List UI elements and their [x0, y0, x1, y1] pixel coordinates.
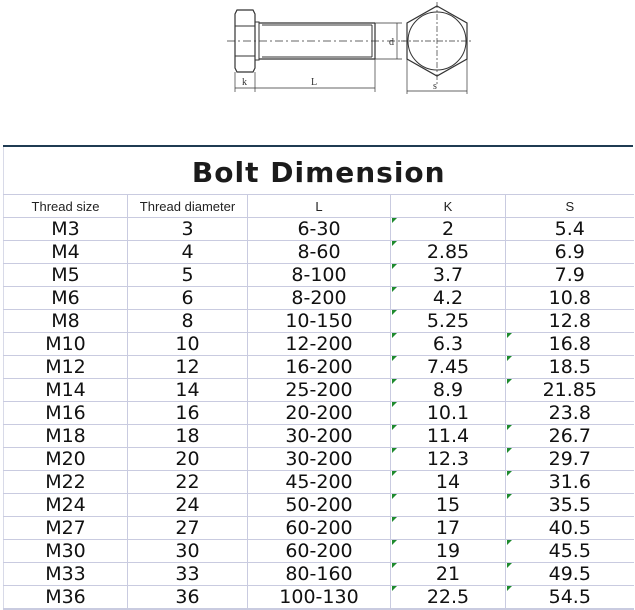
- cell-thread-size[interactable]: M36: [4, 586, 128, 610]
- label-k: k: [242, 77, 247, 88]
- cell-thread-diameter[interactable]: 14: [128, 379, 248, 402]
- cell-K[interactable]: 7.45: [391, 356, 506, 379]
- cell-L[interactable]: 30-200: [248, 425, 391, 448]
- cell-S[interactable]: 26.7: [506, 425, 634, 448]
- cell-K[interactable]: 6.3: [391, 333, 506, 356]
- cell-thread-size[interactable]: M22: [4, 471, 128, 494]
- cell-L[interactable]: 6-30: [248, 218, 391, 241]
- table-row: [4, 264, 634, 287]
- cell-K[interactable]: 10.1: [391, 402, 506, 425]
- cell-K[interactable]: 2.85: [391, 241, 506, 264]
- cell-thread-diameter[interactable]: 5: [128, 264, 248, 287]
- cell-thread-size[interactable]: M10: [4, 333, 128, 356]
- header-row: [4, 195, 634, 218]
- cell-S[interactable]: 31.6: [506, 471, 634, 494]
- header-thread-diameter: Thread diameter: [128, 195, 248, 218]
- cell-thread-diameter[interactable]: 18: [128, 425, 248, 448]
- cell-thread-size[interactable]: M6: [4, 287, 128, 310]
- table-row: [4, 241, 634, 264]
- cell-S[interactable]: 7.9: [506, 264, 634, 287]
- cell-L[interactable]: 10-150: [248, 310, 391, 333]
- cell-thread-diameter[interactable]: 36: [128, 586, 248, 610]
- cell-thread-size[interactable]: M33: [4, 563, 128, 586]
- cell-L[interactable]: 8-60: [248, 241, 391, 264]
- bolt-hex-end-icon: [401, 2, 473, 94]
- cell-thread-diameter[interactable]: 4: [128, 241, 248, 264]
- cell-K[interactable]: 17: [391, 517, 506, 540]
- table-row: [4, 379, 634, 402]
- cell-thread-size[interactable]: M30: [4, 540, 128, 563]
- cell-K[interactable]: 19: [391, 540, 506, 563]
- cell-K[interactable]: 21: [391, 563, 506, 586]
- table-row: [4, 471, 634, 494]
- cell-K[interactable]: 5.25: [391, 310, 506, 333]
- header-thread-size: Thread size: [4, 195, 128, 218]
- cell-L[interactable]: 50-200: [248, 494, 391, 517]
- cell-thread-diameter[interactable]: 33: [128, 563, 248, 586]
- cell-thread-diameter[interactable]: 10: [128, 333, 248, 356]
- cell-K[interactable]: 4.2: [391, 287, 506, 310]
- table-row: [4, 540, 634, 563]
- cell-thread-size[interactable]: M27: [4, 517, 128, 540]
- cell-K[interactable]: 2: [391, 218, 506, 241]
- table-row: [4, 333, 634, 356]
- cell-S[interactable]: 5.4: [506, 218, 634, 241]
- cell-thread-diameter[interactable]: 16: [128, 402, 248, 425]
- cell-thread-diameter[interactable]: 8: [128, 310, 248, 333]
- cell-S[interactable]: 16.8: [506, 333, 634, 356]
- cell-S[interactable]: 12.8: [506, 310, 634, 333]
- cell-L[interactable]: 16-200: [248, 356, 391, 379]
- cell-thread-diameter[interactable]: 24: [128, 494, 248, 517]
- cell-L[interactable]: 45-200: [248, 471, 391, 494]
- header-S: S: [506, 195, 634, 218]
- table-title: Bolt Dimension: [4, 147, 634, 195]
- cell-S[interactable]: 21.85: [506, 379, 634, 402]
- cell-thread-size[interactable]: M20: [4, 448, 128, 471]
- cell-S[interactable]: 10.8: [506, 287, 634, 310]
- cell-thread-size[interactable]: M14: [4, 379, 128, 402]
- cell-thread-size[interactable]: M12: [4, 356, 128, 379]
- cell-S[interactable]: 40.5: [506, 517, 634, 540]
- cell-L[interactable]: 8-100: [248, 264, 391, 287]
- cell-K[interactable]: 22.5: [391, 586, 506, 610]
- cell-K[interactable]: 14: [391, 471, 506, 494]
- table-row: [4, 310, 634, 333]
- cell-thread-size[interactable]: M5: [4, 264, 128, 287]
- bolt-dimension-table: [3, 145, 633, 610]
- table-row: [4, 425, 634, 448]
- cell-K[interactable]: 15: [391, 494, 506, 517]
- cell-thread-diameter[interactable]: 30: [128, 540, 248, 563]
- cell-L[interactable]: 80-160: [248, 563, 391, 586]
- cell-L[interactable]: 8-200: [248, 287, 391, 310]
- cell-S[interactable]: 49.5: [506, 563, 634, 586]
- cell-thread-size[interactable]: M24: [4, 494, 128, 517]
- cell-S[interactable]: 45.5: [506, 540, 634, 563]
- cell-thread-size[interactable]: M18: [4, 425, 128, 448]
- table-row: [4, 402, 634, 425]
- cell-K[interactable]: 12.3: [391, 448, 506, 471]
- cell-thread-diameter[interactable]: 6: [128, 287, 248, 310]
- table-row: [4, 586, 634, 610]
- cell-L[interactable]: 12-200: [248, 333, 391, 356]
- cell-L[interactable]: 30-200: [248, 448, 391, 471]
- cell-thread-size[interactable]: M16: [4, 402, 128, 425]
- label-s: s: [433, 81, 437, 92]
- cell-L[interactable]: 60-200: [248, 517, 391, 540]
- cell-thread-diameter[interactable]: 3: [128, 218, 248, 241]
- table-row: [4, 356, 634, 379]
- cell-thread-size[interactable]: M4: [4, 241, 128, 264]
- header-L: L: [248, 195, 391, 218]
- header-K: K: [391, 195, 506, 218]
- cell-thread-size[interactable]: M8: [4, 310, 128, 333]
- cell-thread-size[interactable]: M3: [4, 218, 128, 241]
- cell-thread-diameter[interactable]: 22: [128, 471, 248, 494]
- cell-K[interactable]: 3.7: [391, 264, 506, 287]
- cell-S[interactable]: 29.7: [506, 448, 634, 471]
- table-row: [4, 218, 634, 241]
- cell-S[interactable]: 54.5: [506, 586, 634, 610]
- cell-S[interactable]: 6.9: [506, 241, 634, 264]
- cell-S[interactable]: 18.5: [506, 356, 634, 379]
- table-row: [4, 494, 634, 517]
- cell-L[interactable]: 60-200: [248, 540, 391, 563]
- table-row: [4, 563, 634, 586]
- cell-thread-diameter[interactable]: 20: [128, 448, 248, 471]
- cell-S[interactable]: 23.8: [506, 402, 634, 425]
- table-row: [4, 287, 634, 310]
- cell-L[interactable]: 25-200: [248, 379, 391, 402]
- cell-thread-diameter[interactable]: 27: [128, 517, 248, 540]
- label-L: L: [311, 77, 318, 88]
- cell-thread-diameter[interactable]: 12: [128, 356, 248, 379]
- label-d: d: [389, 37, 394, 48]
- cell-K[interactable]: 8.9: [391, 379, 506, 402]
- bolt-diagram: [225, 0, 475, 98]
- cell-S[interactable]: 35.5: [506, 494, 634, 517]
- cell-K[interactable]: 11.4: [391, 425, 506, 448]
- table-row: [4, 517, 634, 540]
- table-row: [4, 448, 634, 471]
- cell-L[interactable]: 100-130: [248, 586, 391, 610]
- cell-L[interactable]: 20-200: [248, 402, 391, 425]
